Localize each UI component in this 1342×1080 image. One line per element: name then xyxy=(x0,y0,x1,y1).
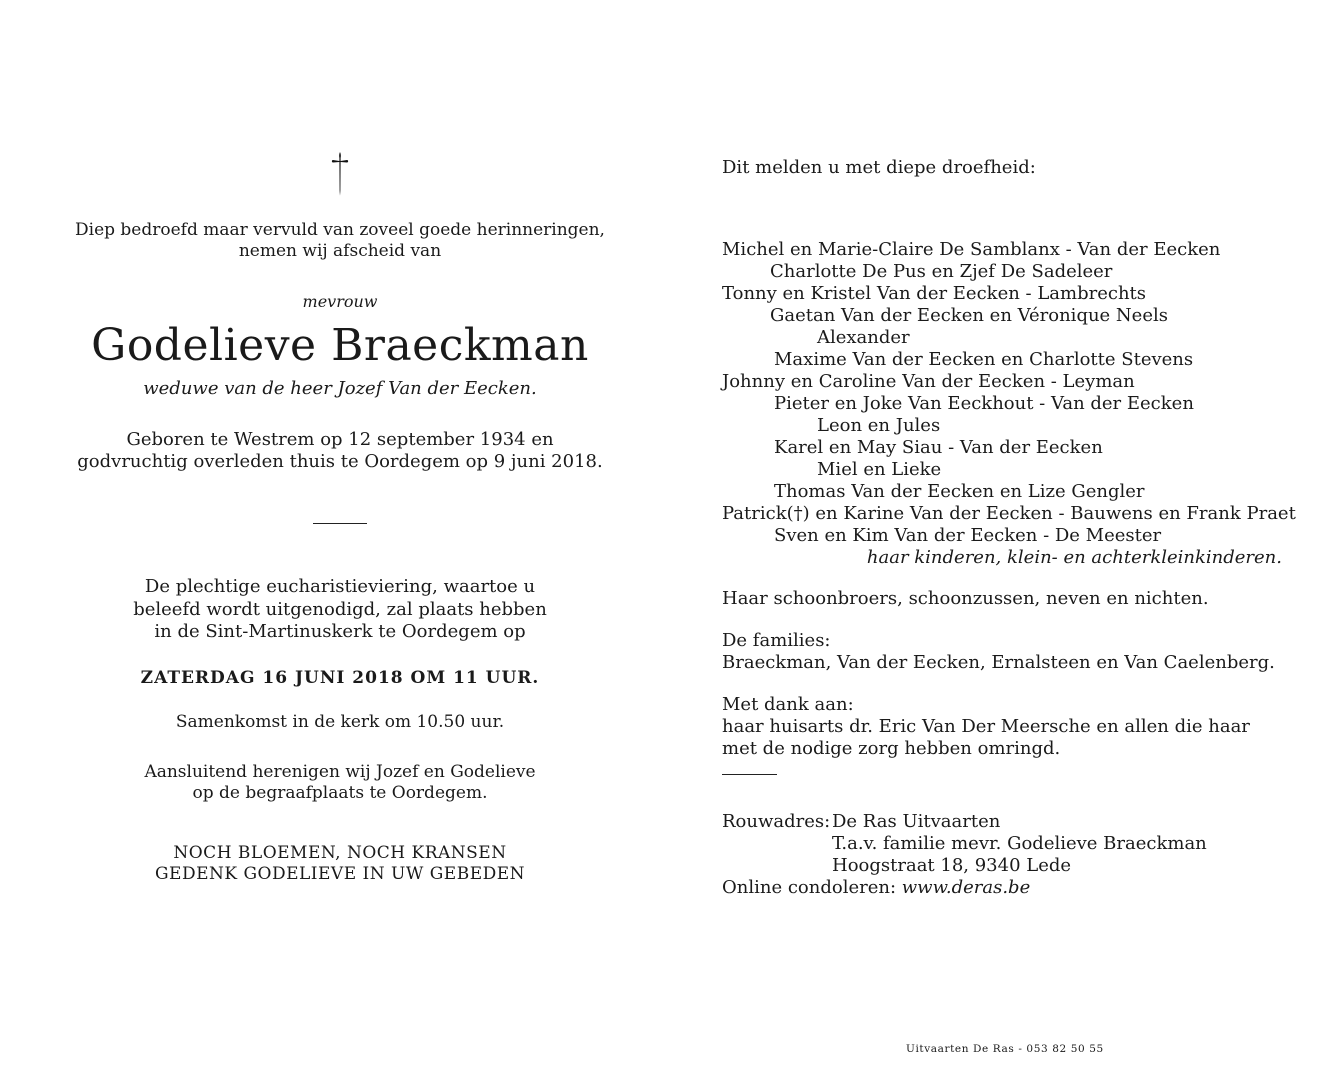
intro-line-1: Diep bedroefd maar vervuld van zoveel goede herinneringen, xyxy=(75,220,605,240)
thanks-label: Met dank aan: xyxy=(722,694,854,715)
family-member: Leon en Jules xyxy=(817,415,941,436)
family-member: Charlotte De Pus en Zjef De Sadeleer xyxy=(770,261,1113,282)
family-member: Patrick(†) en Karine Van der Eecken - Bauwens en Frank Praet xyxy=(722,503,1296,524)
thanks-block xyxy=(722,694,1312,760)
widow-of: weduwe van de heer Jozef Van der Eecken. xyxy=(143,378,537,399)
family-member: Sven en Kim Van der Eecken - De Meester xyxy=(774,525,1162,546)
family-member: Michel en Marie-Claire De Samblanx - Van der Eecken xyxy=(722,239,1221,260)
flowers-line-2: GEDENK GODELIEVE IN UW GEBEDEN xyxy=(154,863,526,884)
families-block xyxy=(722,630,1312,674)
mass-text xyxy=(60,576,620,644)
thanks-line-1: haar huisarts dr. Eric Van Der Meersche en allen die haar xyxy=(722,716,1250,737)
address-line-3: Hoogstraat 18, 9340 Lede xyxy=(832,855,1072,876)
birth-death-text xyxy=(60,429,620,473)
family-signature: haar kinderen, klein- en achterkleinkinderen. xyxy=(866,547,1282,568)
family-list xyxy=(722,239,1312,569)
burial-line-1: Aansluitend herenigen wij Jozef en Godelieve xyxy=(144,761,536,782)
address-line-2: T.a.v. familie mevr. Godelieve Braeckman xyxy=(832,833,1207,854)
born-line-2: godvruchtig overleden thuis te Oordegem op 9 juni 2018. xyxy=(77,451,603,472)
short-divider xyxy=(722,774,777,775)
intro-line-2: nemen wij afscheid van xyxy=(238,241,442,261)
announcement: Dit melden u met diepe droefheid: xyxy=(722,157,1036,178)
deceased-name: Godelieve Braeckman xyxy=(91,320,589,371)
right-panel xyxy=(722,157,1312,899)
mass-line-3: in de Sint-Martinuskerk te Oordegem op xyxy=(154,621,526,642)
flowers-note xyxy=(60,843,620,885)
born-line-1: Geboren te Westrem op 12 september 1934 en xyxy=(126,429,554,450)
flowers-line-1: NOCH BLOEMEN, NOCH KRANSEN xyxy=(173,842,507,863)
thanks-line-2: met de nodige zorg hebben omringd. xyxy=(722,738,1061,759)
families-label: De families: xyxy=(722,630,831,651)
left-panel xyxy=(60,150,620,885)
address-line-1: De Ras Uitvaarten xyxy=(832,811,1001,832)
footer-credit: Uitvaarten De Ras - 053 82 50 55 xyxy=(906,1043,1104,1055)
online-url: www.deras.be xyxy=(901,877,1031,898)
burial-line-2: op de begraafplaats te Oordegem. xyxy=(192,782,488,803)
family-member: Pieter en Joke Van Eeckhout - Van der Eecken xyxy=(774,393,1194,414)
family-member: Alexander xyxy=(817,327,910,348)
divider xyxy=(313,523,367,524)
families-names: Braeckman, Van der Eecken, Ernalsteen en Van Caelenberg. xyxy=(722,652,1275,673)
address-block xyxy=(722,811,1312,899)
family-member: Karel en May Siau - Van der Eecken xyxy=(774,437,1103,458)
cross-icon xyxy=(328,150,352,198)
family-member: Miel en Lieke xyxy=(817,459,942,480)
online-label: Online condoleren: xyxy=(722,877,897,898)
family-member: Maxime Van der Eecken en Charlotte Stevens xyxy=(774,349,1194,370)
mass-line-2: beleefd wordt uitgenodigd, zal plaats hebben xyxy=(133,598,547,620)
in-laws: Haar schoonbroers, schoonzussen, neven en nichten. xyxy=(722,588,1209,609)
family-member: Thomas Van der Eecken en Lize Gengler xyxy=(774,481,1145,502)
family-member: Tonny en Kristel Van der Eecken - Lambrechts xyxy=(722,283,1147,304)
ceremony-date: ZATERDAG 16 JUNI 2018 OM 11 UUR. xyxy=(140,667,540,688)
intro-text xyxy=(60,220,620,262)
burial-text xyxy=(60,762,620,804)
meeting-time: Samenkomst in de kerk om 10.50 uur. xyxy=(175,711,505,732)
mass-line-1: De plechtige eucharistieviering, waartoe u xyxy=(144,576,536,597)
address-label: Rouwadres: xyxy=(722,811,831,832)
title-prefix: mevrouw xyxy=(302,292,378,311)
family-member: Johnny en Caroline Van der Eecken - Leyman xyxy=(722,371,1135,392)
family-member: Gaetan Van der Eecken en Véronique Neels xyxy=(770,305,1168,326)
